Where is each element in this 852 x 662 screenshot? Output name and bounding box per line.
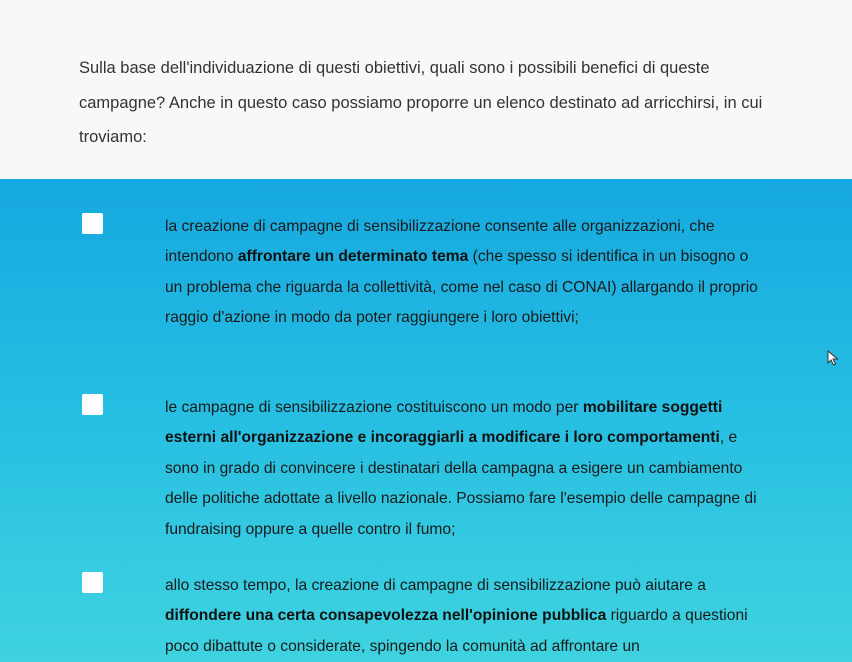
option-1-text-after: (che spesso si identifica in un bisogno o un problema che riguarda la collettività, come nel caso di CONAI) allargando il proprio raggio d'azione in modo da poter raggiungere i loro obiettivi; <box>165 248 758 327</box>
option-2-text-before: le campagne di sensibilizzazione costituiscono un modo per <box>165 399 583 416</box>
option-2-text-after: , e sono in grado di convincere i destinatari della campagna a esigere un cambiamento delle politiche adottate a livello nazionale. Possiamo fare l'esempio delle campagne di fundraising oppure a quelle contro il fumo; <box>165 429 757 538</box>
option-3-text[interactable] <box>165 571 765 662</box>
intro-section <box>0 0 852 182</box>
mouse-pointer-icon <box>827 350 839 366</box>
option-1-text[interactable] <box>165 212 765 334</box>
intro-paragraph: Sulla base dell'individuazione di questi obiettivi, quali sono i possibili benefici di queste campagne? Anche in questo caso possiamo proporre un elenco destinato ad arricchirsi, in cui troviamo: <box>79 59 763 146</box>
option-2-text-bold: mobilitare soggetti esterni all'organizzazione e incoraggiarli a modificare i loro comportamenti <box>165 399 723 447</box>
option-1-text-before: la creazione di campagne di sensibilizzazione consente alle organizzazioni, che intendono <box>165 218 715 266</box>
option-3-text-bold: diffondere una certa consapevolezza nell'opinione pubblica <box>165 607 607 625</box>
option-1-text-bold: affrontare un determinato tema <box>237 248 469 266</box>
checkbox-option-1[interactable] <box>82 213 103 234</box>
option-3-text-after: riguardo a questioni poco dibattute o considerate, spingendo la comunità ad affrontare un <box>165 607 748 655</box>
checkbox-option-3[interactable] <box>82 572 103 593</box>
option-2-text[interactable] <box>165 393 765 545</box>
checkbox-option-2[interactable] <box>82 394 103 415</box>
options-panel <box>0 179 852 662</box>
option-3-text-before: allo stesso tempo, la creazione di campagne di sensibilizzazione può aiutare a <box>165 577 706 594</box>
